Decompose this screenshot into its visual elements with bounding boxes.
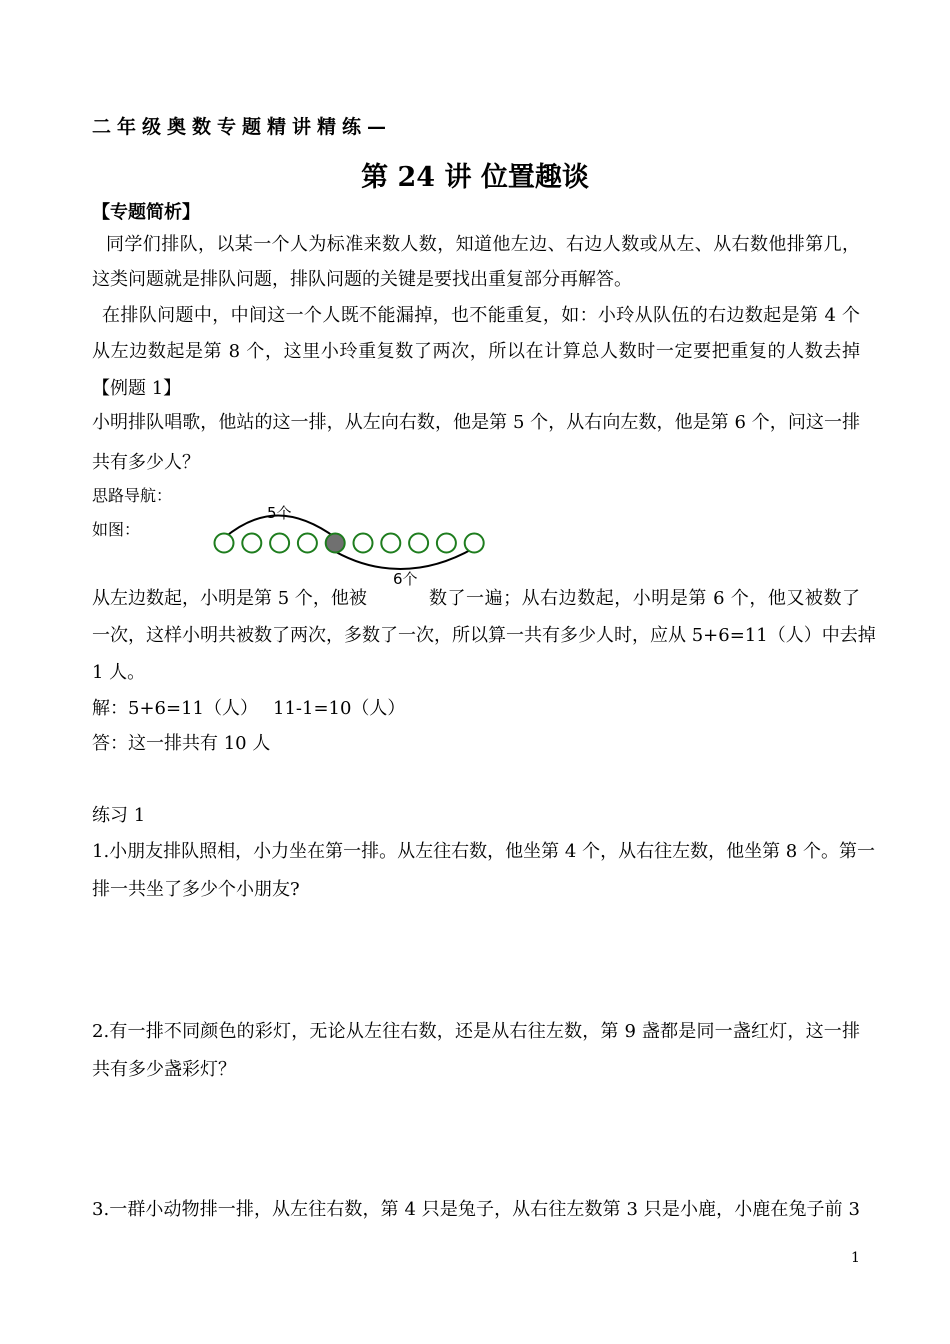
queue-person	[270, 534, 289, 553]
diagram-top-label: 5个	[267, 504, 292, 522]
hint-label: 思路导航：	[92, 486, 173, 505]
intro-heading: 【专题简析】	[92, 202, 200, 223]
practice1-heading: 练习 1	[92, 805, 146, 826]
answer-line: 答：这一排共有 10 人	[92, 733, 271, 754]
example1-question-line2: 共有多少人？	[92, 452, 200, 473]
explain-line1b: 数了一遍；从右边数起，小明是第 6 个，他又被数了	[429, 588, 860, 609]
practice1-q2-line1: 2.有一排不同颜色的彩灯，无论从左往右数，还是从右往左数，第 9 盏都是同一盏红灯，这一排	[92, 1021, 860, 1042]
queue-person	[242, 534, 261, 553]
practice1-q1-line1: 1.小朋友排队照相，小力坐在第一排。从左往右数，他坐第 4 个，从右往左数，他坐第 8 个。第一	[92, 841, 875, 862]
queue-person	[298, 534, 317, 553]
intro-para2-line2: 从左边数起是第 8 个，这里小玲重复数了两次，所以在计算总人数时一定要把重复的人数去掉	[92, 341, 860, 362]
queue-person	[465, 534, 484, 553]
queue-person	[215, 534, 234, 553]
explain-line3: 1 人。	[92, 662, 146, 683]
practice1-q3-line1: 3.一群小动物排一排，从左往右数，第 4 只是兔子，从右往左数第 3 只是小鹿，小鹿在兔子前 3	[92, 1199, 860, 1220]
intro-para1-line1: 同学们排队，以某一个人为标准来数人数，知道他左边、右边人数或从左、从右数他排第几，	[106, 234, 860, 255]
explain-line2: 一次，这样小明共被数了两次，多数了一次，所以算一共有多少人时，应从 5+6=11（人）中去掉	[92, 625, 876, 646]
intro-para1-line2: 这类问题就是排队问题，排队问题的关键是要找出重复部分再解答。	[92, 269, 632, 290]
page-number: 1	[851, 1250, 860, 1266]
queue-person	[381, 534, 400, 553]
queue-person	[354, 534, 373, 553]
practice1-q1-line2: 排一共坐了多少个小朋友?	[92, 879, 300, 900]
series-title: 二年级奥数专题精讲精练—	[92, 116, 393, 138]
solution-step2: 11-1=10（人）	[273, 698, 406, 719]
diagram-bottom-label: 6个	[393, 570, 418, 588]
figure-label: 如图：	[92, 520, 141, 539]
solution-line: 解：5+6=11（人）	[92, 698, 258, 719]
lecture-title: 第 24 讲 位置趣谈	[361, 162, 589, 193]
practice1-q2-line2: 共有多少盏彩灯？	[92, 1059, 236, 1080]
example1-question-line1: 小明排队唱歌，他站的这一排，从左向右数，他是第 5 个，从右向左数，他是第 6 个，问这一排	[92, 412, 860, 433]
queue-person	[409, 534, 428, 553]
queue-person	[437, 534, 456, 553]
example1-heading: 【例题 1】	[92, 378, 182, 399]
queue-person-xiaoming	[326, 534, 345, 553]
intro-para2-line1: 在排队问题中，中间这一个人既不能漏掉，也不能重复，如：小玲从队伍的右边数起是第 4 个	[102, 305, 860, 326]
explain-line1a: 从左边数起，小明是第 5 个，他被	[92, 588, 367, 609]
queue-diagram	[205, 498, 495, 590]
